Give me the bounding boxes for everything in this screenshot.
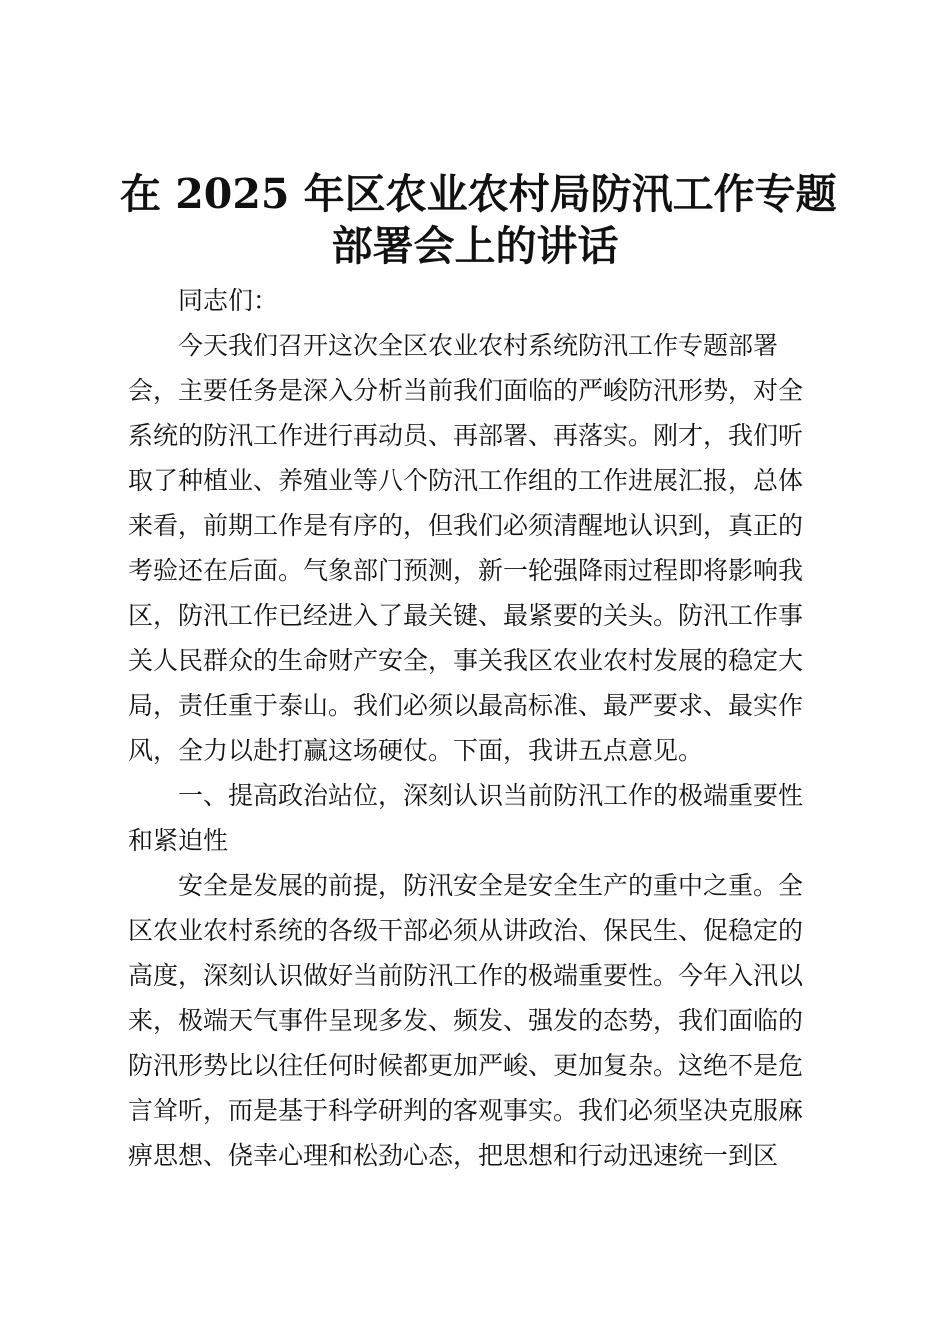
title-line: 在 2025 年区农业农村局防汛工作专题	[120, 170, 837, 218]
paragraph-line: 防汛形势比以往任何时候都更加严峻、更加复杂。这绝不是危	[128, 1051, 804, 1080]
paragraph-line: 考验还在后面。气象部门预测，新一轮强降雨过程即将影响我	[128, 556, 804, 585]
document-body	[128, 278, 820, 1178]
paragraph-line: 痹思想、侥幸心理和松劲心态，把思想和行动迅速统一到区	[128, 1141, 779, 1170]
paragraph-line: 风，全力以赴打赢这场硬仗。下面，我讲五点意见。	[128, 736, 704, 765]
paragraph-line: 系统的防汛工作进行再动员、再部署、再落实。刚才，我们听	[128, 421, 804, 450]
heading-line: 和紧迫性	[128, 826, 229, 855]
title-line: 部署会上的讲话	[331, 222, 619, 270]
section-heading	[128, 773, 820, 863]
heading-line: 一、提高政治站位，深刻认识当前防汛工作的极端重要性	[178, 781, 804, 810]
salutation	[128, 278, 820, 323]
paragraph-line: 取了种植业、养殖业等八个防汛工作组的工作进展汇报，总体	[128, 466, 804, 495]
paragraph-line: 关人民群众的生命财产安全，事关我区农业农村发展的稳定大	[128, 646, 804, 675]
paragraph-line: 区，防汛工作已经进入了最关键、最紧要的关头。防汛工作事	[128, 601, 804, 630]
paragraph-line: 区农业农村系统的各级干部必须从讲政治、保民生、促稳定的	[128, 916, 804, 945]
paragraph-line: 言耸听，而是基于科学研判的客观事实。我们必须坚决克服麻	[128, 1096, 804, 1125]
paragraph-line: 来，极端天气事件呈现多发、频发、强发的态势，我们面临的	[128, 1006, 804, 1035]
paragraph-line: 来看，前期工作是有序的，但我们必须清醒地认识到，真正的	[128, 511, 804, 540]
salutation-text: 同志们：	[178, 286, 279, 315]
paragraph-line: 今天我们召开这次全区农业农村系统防汛工作专题部署	[178, 331, 779, 360]
paragraph	[128, 863, 820, 1178]
paragraph-line: 高度，深刻认识做好当前防汛工作的极端重要性。今年入汛以	[128, 961, 804, 990]
paragraph-line: 局，责任重于泰山。我们必须以最高标准、最严要求、最实作	[128, 691, 804, 720]
document-title	[120, 168, 837, 272]
paragraph-line: 会，主要任务是深入分析当前我们面临的严峻防汛形势，对全	[128, 376, 804, 405]
paragraph	[128, 323, 820, 773]
paragraph-line: 安全是发展的前提，防汛安全是安全生产的重中之重。全	[178, 871, 804, 900]
